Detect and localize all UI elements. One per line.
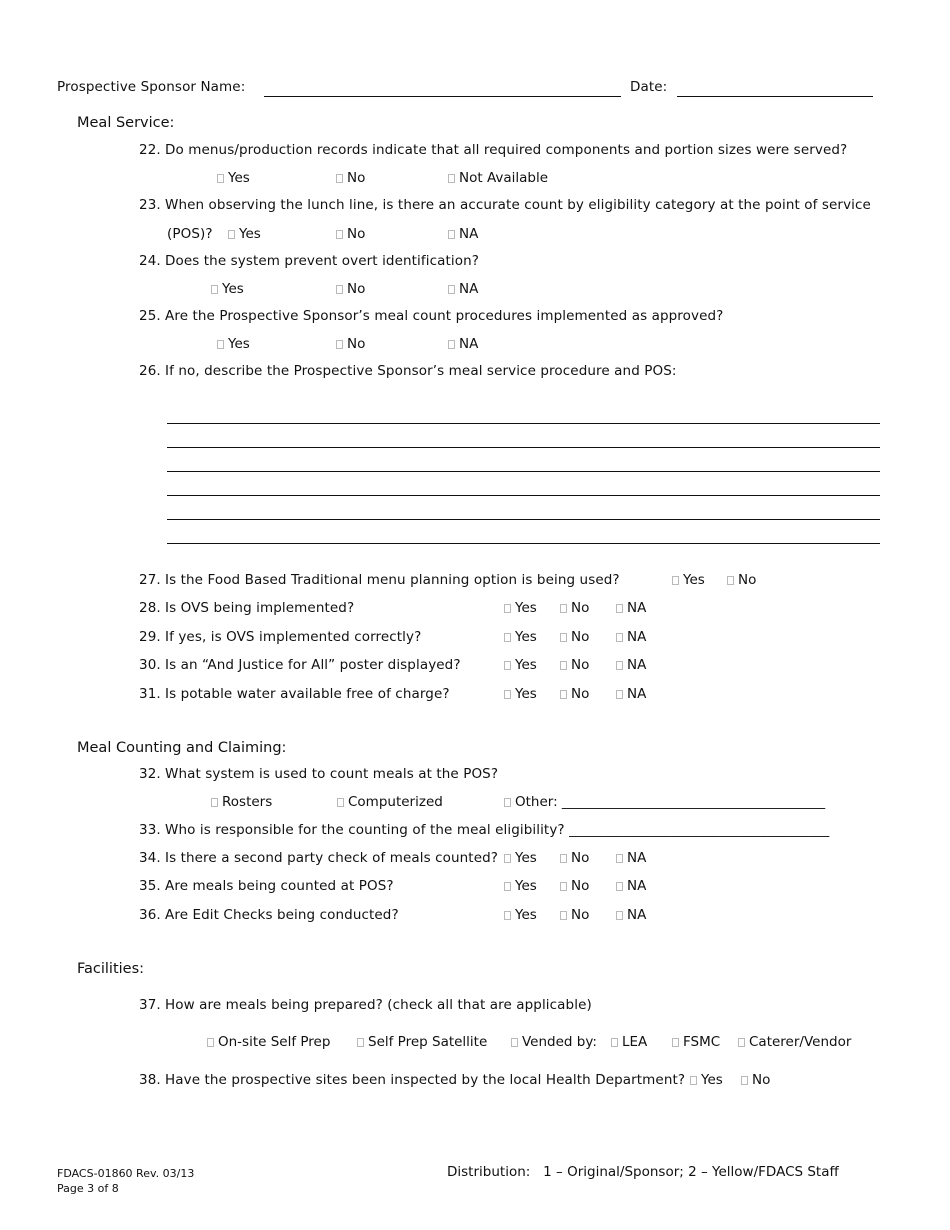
q34-yes-checkbox[interactable]: [504, 850, 537, 866]
question-38: [139, 1072, 685, 1088]
date-label: Date:: [630, 79, 668, 95]
q24-yes-checkbox[interactable]: [211, 281, 244, 297]
q32-computerized-checkbox[interactable]: [337, 794, 443, 810]
option-label: No: [571, 850, 590, 866]
q26-answer-line[interactable]: [167, 543, 880, 544]
question-number: 38.: [139, 1072, 161, 1088]
checkbox-icon: [616, 661, 623, 670]
checkbox-icon: [672, 1038, 679, 1047]
question-text: When observing the lunch line, is there an accurate count by eligibility category at the point of service: [165, 197, 871, 213]
question-number: 22.: [139, 142, 161, 158]
q38-yes-checkbox[interactable]: [690, 1072, 723, 1088]
question-number: 27.: [139, 572, 161, 588]
option-label: Yes: [701, 1072, 723, 1088]
q36-yes-checkbox[interactable]: [504, 907, 537, 923]
form-id: FDACS-01860 Rev. 03/13: [57, 1167, 195, 1180]
checkbox-icon: [560, 854, 567, 863]
checkbox-icon: [357, 1038, 364, 1047]
checkbox-icon: [690, 1076, 697, 1085]
question-text: Does the system prevent overt identification?: [165, 253, 480, 269]
option-label: No: [738, 572, 757, 588]
question-number: 30.: [139, 657, 161, 673]
checkbox-icon: [616, 911, 623, 920]
question-text: Who is responsible for the counting of the meal eligibility? ______________________________________: [165, 822, 830, 838]
checkbox-icon: [504, 854, 511, 863]
option-label: Yes: [228, 336, 250, 352]
question-27: [139, 572, 620, 588]
question-text: Is an “And Justice for All” poster displayed?: [165, 657, 461, 673]
option-label: Yes: [515, 657, 537, 673]
checkbox-icon: [504, 633, 511, 642]
checkbox-icon: [217, 174, 224, 183]
checkbox-icon: [560, 690, 567, 699]
option-label: Yes: [515, 600, 537, 616]
checkbox-icon: [616, 604, 623, 613]
question-23-continued: (POS)?: [167, 226, 213, 242]
checkbox-icon: [611, 1038, 618, 1047]
question-number: 33.: [139, 822, 161, 838]
checkbox-icon: [560, 633, 567, 642]
q22-no-checkbox[interactable]: [336, 170, 365, 186]
checkbox-icon: [448, 340, 455, 349]
checkbox-icon: [560, 882, 567, 891]
checkbox-icon: [672, 576, 679, 585]
section-meal-counting: Meal Counting and Claiming:: [77, 740, 287, 756]
q25-yes-checkbox[interactable]: [217, 336, 250, 352]
option-label: No: [571, 878, 590, 894]
option-label: Yes: [515, 907, 537, 923]
checkbox-icon: [616, 633, 623, 642]
option-label: Yes: [239, 226, 261, 242]
option-label: No: [571, 657, 590, 673]
checkbox-icon: [616, 690, 623, 699]
option-label: NA: [627, 600, 647, 616]
option-label: NA: [627, 878, 647, 894]
q35-no-checkbox[interactable]: [560, 878, 589, 894]
q28-na-checkbox[interactable]: [616, 600, 646, 616]
question-31: [139, 686, 450, 702]
q23-na-checkbox[interactable]: [448, 226, 478, 242]
option-label: NA: [627, 629, 647, 645]
option-label: No: [347, 226, 366, 242]
q26-answer-line[interactable]: [167, 495, 880, 496]
q37-fsmc-checkbox[interactable]: [672, 1034, 720, 1050]
checkbox-icon: [504, 604, 511, 613]
checkbox-icon: [211, 285, 218, 294]
question-text: Do menus/production records indicate that all required components and portion sizes were served?: [165, 142, 848, 158]
q37-vended-by-checkbox[interactable]: [511, 1034, 597, 1050]
question-number: 31.: [139, 686, 161, 702]
checkbox-icon: [337, 798, 344, 807]
question-number: 28.: [139, 600, 161, 616]
question-33: [139, 822, 829, 838]
question-number: 24.: [139, 253, 161, 269]
question-text: Are meals being counted at POS?: [165, 878, 394, 894]
checkbox-icon: [560, 911, 567, 920]
option-label: FSMC: [683, 1034, 721, 1050]
q30-na-checkbox[interactable]: [616, 657, 646, 673]
q37-lea-checkbox[interactable]: [611, 1034, 647, 1050]
question-text: Are Edit Checks being conducted?: [165, 907, 399, 923]
option-label: Yes: [515, 686, 537, 702]
option-label: NA: [459, 226, 479, 242]
checkbox-icon: [217, 340, 224, 349]
question-23: [139, 197, 871, 213]
question-34: [139, 850, 498, 866]
q37-self-prep-satellite-checkbox[interactable]: [357, 1034, 487, 1050]
option-label: Yes: [222, 281, 244, 297]
option-label: Other: _______________________________________: [515, 794, 826, 810]
date-field[interactable]: [677, 96, 873, 97]
option-label: No: [571, 686, 590, 702]
checkbox-icon: [336, 340, 343, 349]
q27-yes-checkbox[interactable]: [672, 572, 705, 588]
checkbox-icon: [228, 230, 235, 239]
question-number: 25.: [139, 308, 161, 324]
q23-no-checkbox[interactable]: [336, 226, 365, 242]
option-label: No: [347, 170, 366, 186]
option-label: Self Prep Satellite: [368, 1034, 488, 1050]
question-number: 34.: [139, 850, 161, 866]
question-text: Have the prospective sites been inspected by the local Health Department?: [165, 1072, 686, 1088]
q30-no-checkbox[interactable]: [560, 657, 589, 673]
checkbox-icon: [616, 882, 623, 891]
checkbox-icon: [616, 854, 623, 863]
question-text: Is the Food Based Traditional menu planning option is being used?: [165, 572, 620, 588]
option-label: NA: [459, 281, 479, 297]
option-label: NA: [627, 686, 647, 702]
option-label: Yes: [515, 850, 537, 866]
question-number: 35.: [139, 878, 161, 894]
checkbox-icon: [336, 230, 343, 239]
question-text: If no, describe the Prospective Sponsor’s meal service procedure and POS:: [165, 363, 677, 379]
question-number: 36.: [139, 907, 161, 923]
page-number: Page 3 of 8: [57, 1182, 119, 1195]
checkbox-icon: [448, 174, 455, 183]
question-35: [139, 878, 394, 894]
q38-no-checkbox[interactable]: [741, 1072, 770, 1088]
question-24: [139, 253, 479, 269]
option-label: No: [752, 1072, 771, 1088]
q26-answer-line[interactable]: [167, 423, 880, 424]
question-26: [139, 363, 677, 379]
q36-na-checkbox[interactable]: [616, 907, 646, 923]
checkbox-icon: [504, 798, 511, 807]
checkbox-icon: [448, 285, 455, 294]
checkbox-icon: [336, 285, 343, 294]
option-label: No: [571, 629, 590, 645]
option-label: Vended by:: [522, 1034, 597, 1050]
checkbox-icon: [511, 1038, 518, 1047]
option-label: Computerized: [348, 794, 443, 810]
question-25: [139, 308, 723, 324]
q32-rosters-checkbox[interactable]: [211, 794, 272, 810]
q31-no-checkbox[interactable]: [560, 686, 589, 702]
option-label: No: [571, 600, 590, 616]
q32-other-checkbox[interactable]: [504, 794, 825, 810]
q29-na-checkbox[interactable]: [616, 629, 646, 645]
q26-answer-line[interactable]: [167, 519, 880, 520]
checkbox-icon: [741, 1076, 748, 1085]
checkbox-icon: [336, 174, 343, 183]
question-28: [139, 600, 354, 616]
option-label: NA: [627, 657, 647, 673]
question-32: [139, 766, 498, 782]
question-37: [139, 997, 592, 1013]
question-text: If yes, is OVS implemented correctly?: [165, 629, 422, 645]
q28-no-checkbox[interactable]: [560, 600, 589, 616]
section-meal-service: Meal Service:: [77, 115, 175, 131]
question-number: 32.: [139, 766, 161, 782]
q30-yes-checkbox[interactable]: [504, 657, 537, 673]
checkbox-icon: [448, 230, 455, 239]
sponsor-name-label: Prospective Sponsor Name:: [57, 79, 246, 95]
question-29: [139, 629, 421, 645]
checkbox-icon: [504, 882, 511, 891]
q25-no-checkbox[interactable]: [336, 336, 365, 352]
option-label: NA: [627, 907, 647, 923]
option-label: No: [571, 907, 590, 923]
checkbox-icon: [504, 690, 511, 699]
q34-na-checkbox[interactable]: [616, 850, 646, 866]
question-number: 26.: [139, 363, 161, 379]
option-label: Yes: [683, 572, 705, 588]
option-label: No: [347, 336, 366, 352]
q23-yes-checkbox[interactable]: [228, 226, 261, 242]
question-text: What system is used to count meals at the POS?: [165, 766, 499, 782]
q27-no-checkbox[interactable]: [727, 572, 756, 588]
question-36: [139, 907, 399, 923]
option-label: Yes: [515, 629, 537, 645]
option-label: NA: [459, 336, 479, 352]
q34-no-checkbox[interactable]: [560, 850, 589, 866]
q24-na-checkbox[interactable]: [448, 281, 478, 297]
option-label: Yes: [515, 878, 537, 894]
q22-not-available-checkbox[interactable]: [448, 170, 548, 186]
question-text: Are the Prospective Sponsor’s meal count procedures implemented as approved?: [165, 308, 724, 324]
distribution-note: Distribution: 1 – Original/Sponsor; 2 – Yellow/FDACS Staff: [447, 1164, 839, 1180]
q29-no-checkbox[interactable]: [560, 629, 589, 645]
q31-na-checkbox[interactable]: [616, 686, 646, 702]
checkbox-icon: [560, 661, 567, 670]
question-text: How are meals being prepared? (check all that are applicable): [165, 997, 592, 1013]
sponsor-name-field[interactable]: [264, 96, 621, 97]
section-facilities: Facilities:: [77, 961, 145, 977]
option-label: Caterer/Vendor: [749, 1034, 852, 1050]
question-number: 37.: [139, 997, 161, 1013]
option-label: On-site Self Prep: [218, 1034, 331, 1050]
question-text: Is potable water available free of charge?: [165, 686, 450, 702]
q22-yes-checkbox[interactable]: [217, 170, 250, 186]
checkbox-icon: [504, 661, 511, 670]
option-label: Yes: [228, 170, 250, 186]
checkbox-icon: [738, 1038, 745, 1047]
checkbox-icon: [727, 576, 734, 585]
question-text: Is OVS being implemented?: [165, 600, 355, 616]
q25-na-checkbox[interactable]: [448, 336, 478, 352]
option-label: Rosters: [222, 794, 273, 810]
question-30: [139, 657, 461, 673]
q26-answer-line[interactable]: [167, 471, 880, 472]
option-label: Not Available: [459, 170, 549, 186]
q29-yes-checkbox[interactable]: [504, 629, 537, 645]
option-label: No: [347, 281, 366, 297]
q35-yes-checkbox[interactable]: [504, 878, 537, 894]
q28-yes-checkbox[interactable]: [504, 600, 537, 616]
q37-caterer-vendor-checkbox[interactable]: [738, 1034, 851, 1050]
checkbox-icon: [207, 1038, 214, 1047]
q24-no-checkbox[interactable]: [336, 281, 365, 297]
q37-onsite-self-prep-checkbox[interactable]: [207, 1034, 330, 1050]
checkbox-icon: [504, 911, 511, 920]
question-number: 23.: [139, 197, 161, 213]
q26-answer-line[interactable]: [167, 447, 880, 448]
question-22: [139, 142, 847, 158]
q36-no-checkbox[interactable]: [560, 907, 589, 923]
checkbox-icon: [560, 604, 567, 613]
option-label: LEA: [622, 1034, 648, 1050]
question-number: 29.: [139, 629, 161, 645]
checkbox-icon: [211, 798, 218, 807]
question-text: Is there a second party check of meals counted?: [165, 850, 499, 866]
option-label: NA: [627, 850, 647, 866]
q35-na-checkbox[interactable]: [616, 878, 646, 894]
q31-yes-checkbox[interactable]: [504, 686, 537, 702]
